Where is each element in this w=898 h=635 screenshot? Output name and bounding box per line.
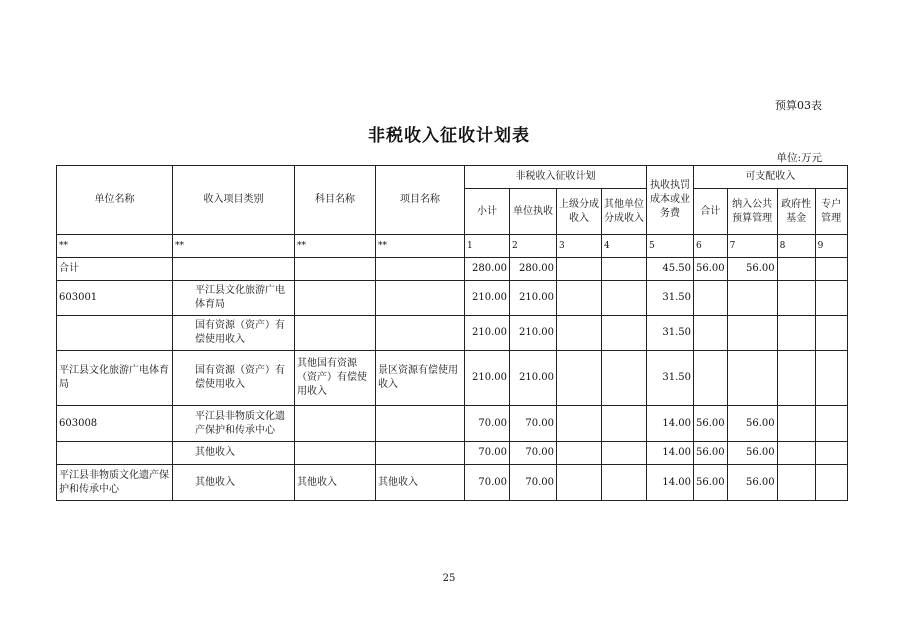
column-marker: 6	[694, 235, 728, 258]
cell-special	[815, 281, 847, 316]
cell-subtotal: 70.00	[465, 442, 510, 465]
cell-subject	[295, 281, 376, 316]
cell-unit	[57, 316, 173, 351]
table-row	[57, 442, 848, 465]
cell-gov-fund	[777, 406, 815, 442]
cell-special	[815, 406, 847, 442]
cell-special	[815, 351, 847, 406]
cell-item	[376, 442, 465, 465]
header-penalty-cost: 执收执罚成本或业务费	[647, 166, 694, 235]
cell-category: 平江县非物质文化遗产保护和传承中心	[173, 406, 295, 442]
cell-total: 56.00	[694, 465, 728, 501]
cell-subject	[295, 258, 376, 281]
column-marker: 1	[465, 235, 510, 258]
cell-gov-fund	[777, 258, 815, 281]
header-item-name: 项目名称	[376, 166, 465, 235]
header-special-account: 专户管理	[815, 189, 847, 235]
header-other-share: 其他单位分成收入	[602, 189, 647, 235]
cell-category: 其他收入	[173, 465, 295, 501]
cell-unit: 603008	[57, 406, 173, 442]
cell-other-share	[602, 406, 647, 442]
header-unit-collection: 单位执收	[510, 189, 557, 235]
cell-other-share	[602, 442, 647, 465]
cell-unit-collection: 70.00	[510, 406, 557, 442]
cell-penalty: 31.50	[647, 351, 694, 406]
unit-label: 单位:万元	[776, 152, 822, 164]
table-row	[57, 316, 848, 351]
cell-unit: 平江县非物质文化遗产保护和传承中心	[57, 465, 173, 501]
column-marker: 7	[727, 235, 777, 258]
cell-total: 56.00	[694, 258, 728, 281]
cell-special	[815, 258, 847, 281]
revenue-plan-table	[56, 165, 848, 501]
cell-penalty: 14.00	[647, 406, 694, 442]
cell-gov-fund	[777, 351, 815, 406]
table-row	[57, 406, 848, 442]
cell-public-budget: 56.00	[727, 258, 777, 281]
cell-subtotal: 280.00	[465, 258, 510, 281]
cell-upper-share	[557, 281, 602, 316]
table-row	[57, 465, 848, 501]
cell-unit-collection: 210.00	[510, 351, 557, 406]
column-marker: **	[173, 235, 295, 258]
cell-subtotal: 210.00	[465, 281, 510, 316]
cell-public-budget: 56.00	[727, 465, 777, 501]
cell-subtotal: 210.00	[465, 351, 510, 406]
cell-item	[376, 258, 465, 281]
header-subject-name: 科目名称	[295, 166, 376, 235]
cell-upper-share	[557, 316, 602, 351]
cell-subject	[295, 316, 376, 351]
cell-unit-collection: 210.00	[510, 281, 557, 316]
header-income-category: 收入项目类别	[173, 166, 295, 235]
cell-unit-collection: 280.00	[510, 258, 557, 281]
cell-subtotal: 70.00	[465, 465, 510, 501]
cell-upper-share	[557, 351, 602, 406]
cell-unit: 合计	[57, 258, 173, 281]
cell-unit: 603001	[57, 281, 173, 316]
cell-other-share	[602, 316, 647, 351]
cell-upper-share	[557, 465, 602, 501]
column-marker: **	[57, 235, 173, 258]
cell-total	[694, 281, 728, 316]
column-marker: 3	[557, 235, 602, 258]
column-marker: 2	[510, 235, 557, 258]
cell-subtotal: 70.00	[465, 406, 510, 442]
column-marker: 8	[777, 235, 815, 258]
column-marker: 9	[815, 235, 847, 258]
cell-unit: 平江县文化旅游广电体育局	[57, 351, 173, 406]
cell-public-budget	[727, 351, 777, 406]
cell-penalty: 31.50	[647, 316, 694, 351]
cell-public-budget: 56.00	[727, 442, 777, 465]
header-unit-name: 单位名称	[57, 166, 173, 235]
cell-subtotal: 210.00	[465, 316, 510, 351]
header-plan-group: 非税收入征收计划	[465, 166, 647, 189]
cell-subject: 其他收入	[295, 465, 376, 501]
cell-category: 国有资源（资产）有偿使用收入	[173, 316, 295, 351]
cell-special	[815, 465, 847, 501]
cell-category: 国有资源（资产）有偿使用收入	[173, 351, 295, 406]
cell-gov-fund	[777, 442, 815, 465]
cell-upper-share	[557, 442, 602, 465]
cell-item	[376, 406, 465, 442]
cell-gov-fund	[777, 281, 815, 316]
column-marker: 5	[647, 235, 694, 258]
cell-penalty: 14.00	[647, 465, 694, 501]
cell-total	[694, 351, 728, 406]
column-marker: **	[376, 235, 465, 258]
cell-special	[815, 442, 847, 465]
column-marker: **	[295, 235, 376, 258]
cell-total	[694, 316, 728, 351]
cell-unit	[57, 442, 173, 465]
header-upper-share: 上级分成收入	[557, 189, 602, 235]
cell-gov-fund	[777, 316, 815, 351]
header-available-group: 可支配收入	[694, 166, 848, 189]
header-total: 合计	[694, 189, 728, 235]
cell-unit-collection: 70.00	[510, 442, 557, 465]
cell-category: 平江县文化旅游广电体育局	[173, 281, 295, 316]
cell-public-budget	[727, 281, 777, 316]
cell-subject	[295, 406, 376, 442]
column-marker: 4	[602, 235, 647, 258]
column-index-row	[57, 235, 848, 258]
cell-penalty: 45.50	[647, 258, 694, 281]
cell-total: 56.00	[694, 406, 728, 442]
table-row	[57, 351, 848, 406]
cell-gov-fund	[777, 465, 815, 501]
cell-category	[173, 258, 295, 281]
header-gov-fund: 政府性基金	[777, 189, 815, 235]
table-row	[57, 258, 848, 281]
cell-penalty: 14.00	[647, 442, 694, 465]
cell-other-share	[602, 351, 647, 406]
cell-other-share	[602, 258, 647, 281]
cell-category: 其他收入	[173, 442, 295, 465]
cell-public-budget	[727, 316, 777, 351]
cell-other-share	[602, 281, 647, 316]
cell-other-share	[602, 465, 647, 501]
cell-item: 其他收入	[376, 465, 465, 501]
table-row	[57, 281, 848, 316]
page-number: 25	[442, 573, 456, 584]
cell-upper-share	[557, 406, 602, 442]
cell-subject: 其他国有资源（资产）有偿使用收入	[295, 351, 376, 406]
cell-item: 景区资源有偿使用收入	[376, 351, 465, 406]
form-number: 预算03表	[775, 99, 822, 112]
cell-penalty: 31.50	[647, 281, 694, 316]
cell-item	[376, 316, 465, 351]
cell-upper-share	[557, 258, 602, 281]
cell-subject	[295, 442, 376, 465]
cell-total: 56.00	[694, 442, 728, 465]
page-title: 非税收入征收计划表	[368, 126, 530, 146]
cell-special	[815, 316, 847, 351]
cell-unit-collection: 210.00	[510, 316, 557, 351]
cell-item	[376, 281, 465, 316]
header-public-budget: 纳入公共预算管理	[727, 189, 777, 235]
cell-public-budget: 56.00	[727, 406, 777, 442]
cell-unit-collection: 70.00	[510, 465, 557, 501]
header-subtotal: 小计	[465, 189, 510, 235]
